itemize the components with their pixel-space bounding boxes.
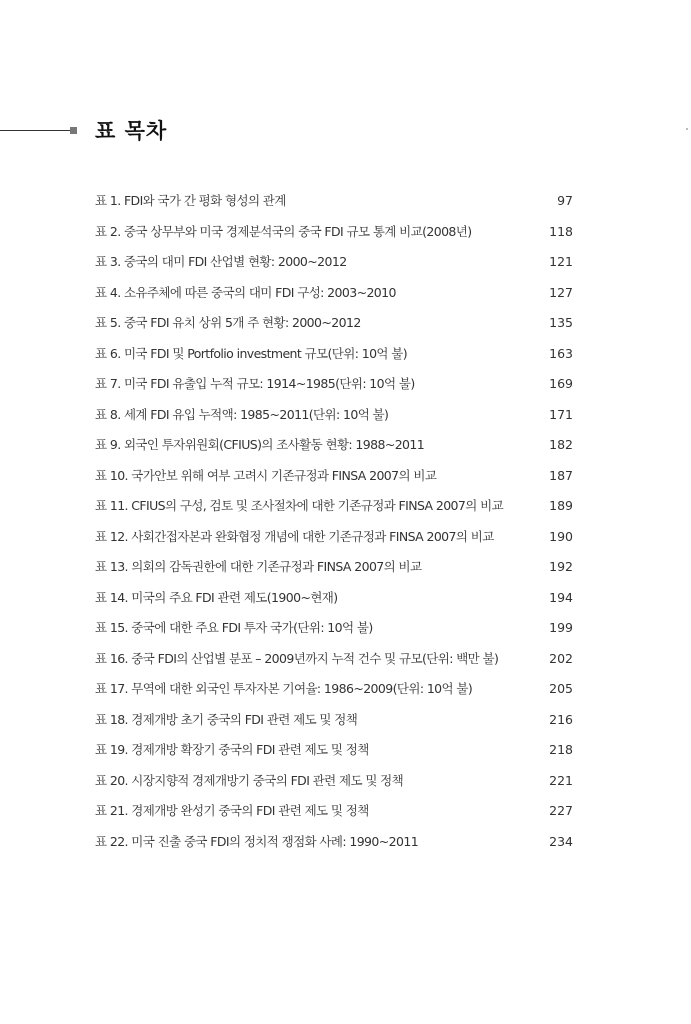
page-number: 190: [549, 528, 573, 544]
page-number: 127: [549, 284, 573, 300]
toc-entry[interactable]: [95, 310, 573, 341]
entry-title: 표 4. 소유주체에 따른 중국의 대미 FDI 구성: 2003~2010: [95, 284, 396, 300]
toc-entry[interactable]: [95, 524, 573, 555]
page-title: 표 목차: [95, 119, 168, 143]
entry-title: 표 16. 중국 FDI의 산업별 분포 – 2009년까지 누적 건수 및 규모(단위: 백만 불): [95, 650, 499, 666]
toc-entry[interactable]: [95, 554, 573, 585]
toc-entry[interactable]: [95, 280, 573, 311]
page-number: 135: [549, 315, 573, 330]
toc-entry[interactable]: [95, 402, 573, 433]
entry-title: 표 20. 시장지향적 경제개방기 중국의 FDI 관련 제도 및 정책: [95, 772, 404, 788]
page-number: 194: [549, 589, 573, 605]
entry-title: 표 2. 중국 상무부와 미국 경제분석국의 중국 FDI 규모 통계 비교(2008년): [95, 223, 472, 239]
page-number: 97: [557, 193, 573, 208]
entry-title: 표 1. FDI와 국가 간 평화 형성의 관계: [95, 193, 286, 208]
entry-title: 표 19. 경제개방 확장기 중국의 FDI 관련 제도 및 정책: [95, 742, 369, 757]
toc-entry[interactable]: [95, 737, 573, 768]
entry-title: 표 9. 외국인 투자위원회(CFIUS)의 조사활동 현황: 1988~2011: [95, 437, 425, 452]
toc-entry[interactable]: [95, 707, 573, 738]
page-number: 227: [549, 803, 573, 818]
toc-entry[interactable]: [95, 768, 573, 799]
entry-title: 표 7. 미국 FDI 유출입 누적 규모: 1914~1985(단위: 10억 불): [95, 376, 415, 391]
toc-entry[interactable]: [95, 219, 573, 250]
page-number: 218: [549, 742, 573, 757]
page-number: 182: [549, 437, 573, 452]
toc-entry[interactable]: [95, 493, 573, 524]
entry-title: 표 8. 세계 FDI 유입 누적액: 1985~2011(단위: 10억 불): [95, 406, 389, 422]
page-number: 121: [549, 254, 573, 269]
page-header: [0, 116, 691, 146]
toc-entry[interactable]: [95, 829, 573, 860]
entry-title: 표 3. 중국의 대미 FDI 산업별 현황: 2000~2012: [95, 254, 347, 269]
page-number: 199: [549, 620, 573, 635]
toc-entry[interactable]: [95, 341, 573, 372]
toc-entry[interactable]: [95, 371, 573, 402]
header-rule: [0, 130, 70, 131]
edge-mark: [686, 128, 688, 130]
toc-entry[interactable]: [95, 432, 573, 463]
page-number: 234: [549, 833, 573, 849]
page-number: 118: [549, 223, 573, 239]
entry-title: 표 6. 미국 FDI 및 Portfolio investment 규모(단위: 10억 불): [95, 345, 408, 361]
page-number: 189: [549, 498, 573, 513]
page-number: 205: [549, 681, 573, 696]
toc-entry[interactable]: [95, 463, 573, 494]
entry-title: 표 12. 사회간접자본과 완화협정 개념에 대한 기존규정과 FINSA 2007의 비교: [95, 528, 494, 544]
toc-entry[interactable]: [95, 615, 573, 646]
square-bullet-icon: [70, 127, 77, 134]
entry-title: 표 11. CFIUS의 구성, 검토 및 조사절차에 대한 기존규정과 FINSA 2007의 비교: [95, 498, 504, 513]
entry-title: 표 17. 무역에 대한 외국인 투자자본 기여율: 1986~2009(단위: 10억 불): [95, 681, 473, 696]
entry-title: 표 5. 중국 FDI 유치 상위 5개 주 현황: 2000~2012: [95, 315, 361, 330]
page-number: 221: [549, 772, 573, 788]
toc-entry[interactable]: [95, 188, 573, 219]
page-number: 163: [549, 345, 573, 361]
entry-title: 표 22. 미국 진출 중국 FDI의 정치적 쟁점화 사례: 1990~2011: [95, 833, 419, 849]
entry-title: 표 18. 경제개방 초기 중국의 FDI 관련 제도 및 정책: [95, 711, 358, 727]
entry-title: 표 14. 미국의 주요 FDI 관련 제도(1900~현재): [95, 589, 338, 605]
table-list: [95, 188, 573, 859]
page-number: 216: [549, 711, 573, 727]
entry-title: 표 15. 중국에 대한 주요 FDI 투자 국가(단위: 10억 불): [95, 620, 373, 635]
toc-entry[interactable]: [95, 676, 573, 707]
entry-title: 표 13. 의회의 감독권한에 대한 기존규정과 FINSA 2007의 비교: [95, 559, 422, 574]
toc-entry[interactable]: [95, 249, 573, 280]
toc-entry[interactable]: [95, 798, 573, 829]
entry-title: 표 21. 경제개방 완성기 중국의 FDI 관련 제도 및 정책: [95, 803, 369, 818]
page-number: 169: [549, 376, 573, 391]
page-number: 187: [549, 467, 573, 483]
page-number: 171: [549, 406, 573, 422]
entry-title: 표 10. 국가안보 위해 여부 고려시 기존규정과 FINSA 2007의 비교: [95, 467, 437, 483]
toc-entry[interactable]: [95, 646, 573, 677]
page-number: 202: [549, 650, 573, 666]
toc-entry[interactable]: [95, 585, 573, 616]
page-number: 192: [549, 559, 573, 574]
